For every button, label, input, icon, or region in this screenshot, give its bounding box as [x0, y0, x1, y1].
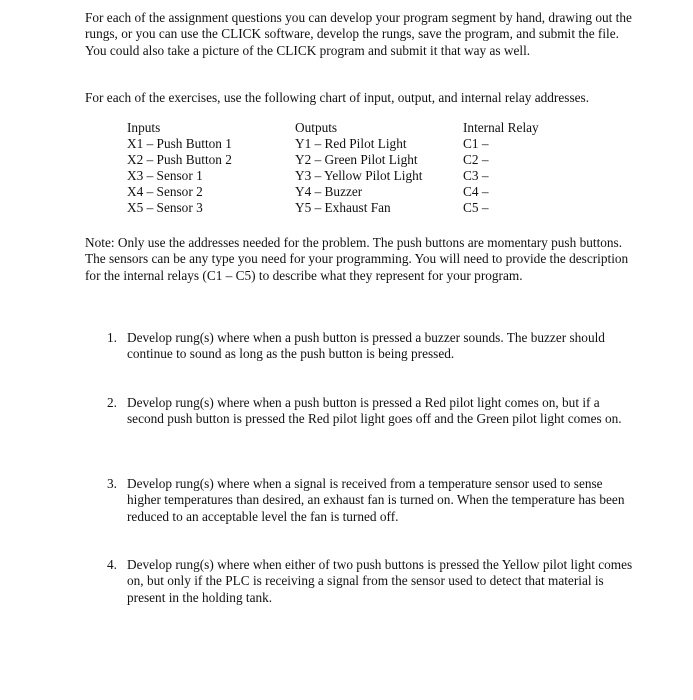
exercise-text: Develop rung(s) where when a push button is pressed a buzzer sounds. The buzzer should continue to sound as long as the push button is being pressed. [127, 330, 605, 362]
exercise-number: 2. [107, 395, 117, 410]
internal-relay-item: C5 – [463, 200, 489, 215]
input-item: X5 – Sensor 3 [127, 200, 203, 215]
exercise-number: 3. [107, 476, 117, 491]
output-item: Y2 – Green Pilot Light [295, 152, 418, 167]
output-item: Y4 – Buzzer [295, 184, 363, 199]
inputs-header: Inputs [127, 120, 161, 135]
exercise-text: Develop rung(s) where when a signal is received from a temperature sensor used to sense higher temperatures than desired, an exhaust fan is turned on. When the temperature has been reduced to an acceptable level the fan is turned off. [127, 476, 625, 524]
outputs-column [295, 120, 422, 216]
input-item: X4 – Sensor 2 [127, 184, 203, 199]
internal-relay-item: C3 – [463, 168, 489, 183]
intro-paragraph: For each of the assignment questions you can develop your program segment by hand, drawing out the rungs, or you can use the CLICK software, develop the rungs, save the program, and submit the file. You could also take a picture of the CLICK program and submit it that way as well. [85, 10, 632, 58]
input-item: X2 – Push Button 2 [127, 152, 232, 167]
output-item: Y5 – Exhaust Fan [295, 200, 391, 215]
output-item: Y3 – Yellow Pilot Light [295, 168, 423, 183]
internal-relay-header: Internal Relay [463, 120, 539, 135]
exercise-text: Develop rung(s) where when a push button is pressed a Red pilot light comes on, but if a second push button is pressed the Red pilot light goes off and the Green pilot light comes on. [127, 395, 622, 427]
chart-intro-paragraph: For each of the exercises, use the following chart of input, output, and internal relay addresses. [85, 90, 590, 105]
exercise-number: 1. [107, 330, 117, 345]
note-paragraph: Note: Only use the addresses needed for the problem. The push buttons are momentary push buttons. The sensors can be any type you need for your programming. You will need to provide the description for the internal relays (C1 – C5) to describe what they represent for your program. [85, 235, 629, 283]
input-item: X3 – Sensor 1 [127, 168, 203, 183]
input-item: X1 – Push Button 1 [127, 136, 232, 151]
exercise-number: 4. [107, 557, 117, 572]
internal-relay-item: C2 – [463, 152, 489, 167]
output-item: Y1 – Red Pilot Light [295, 136, 407, 151]
outputs-header: Outputs [295, 120, 338, 135]
exercise-text: Develop rung(s) where when either of two push buttons is pressed the Yellow pilot light comes on, but only if the PLC is receiving a signal from the sensor used to detect that material is present in the holding tank. [127, 557, 633, 605]
inputs-column [127, 120, 232, 216]
internal-relay-column [463, 120, 539, 216]
internal-relay-item: C1 – [463, 136, 489, 151]
internal-relay-item: C4 – [463, 184, 489, 199]
